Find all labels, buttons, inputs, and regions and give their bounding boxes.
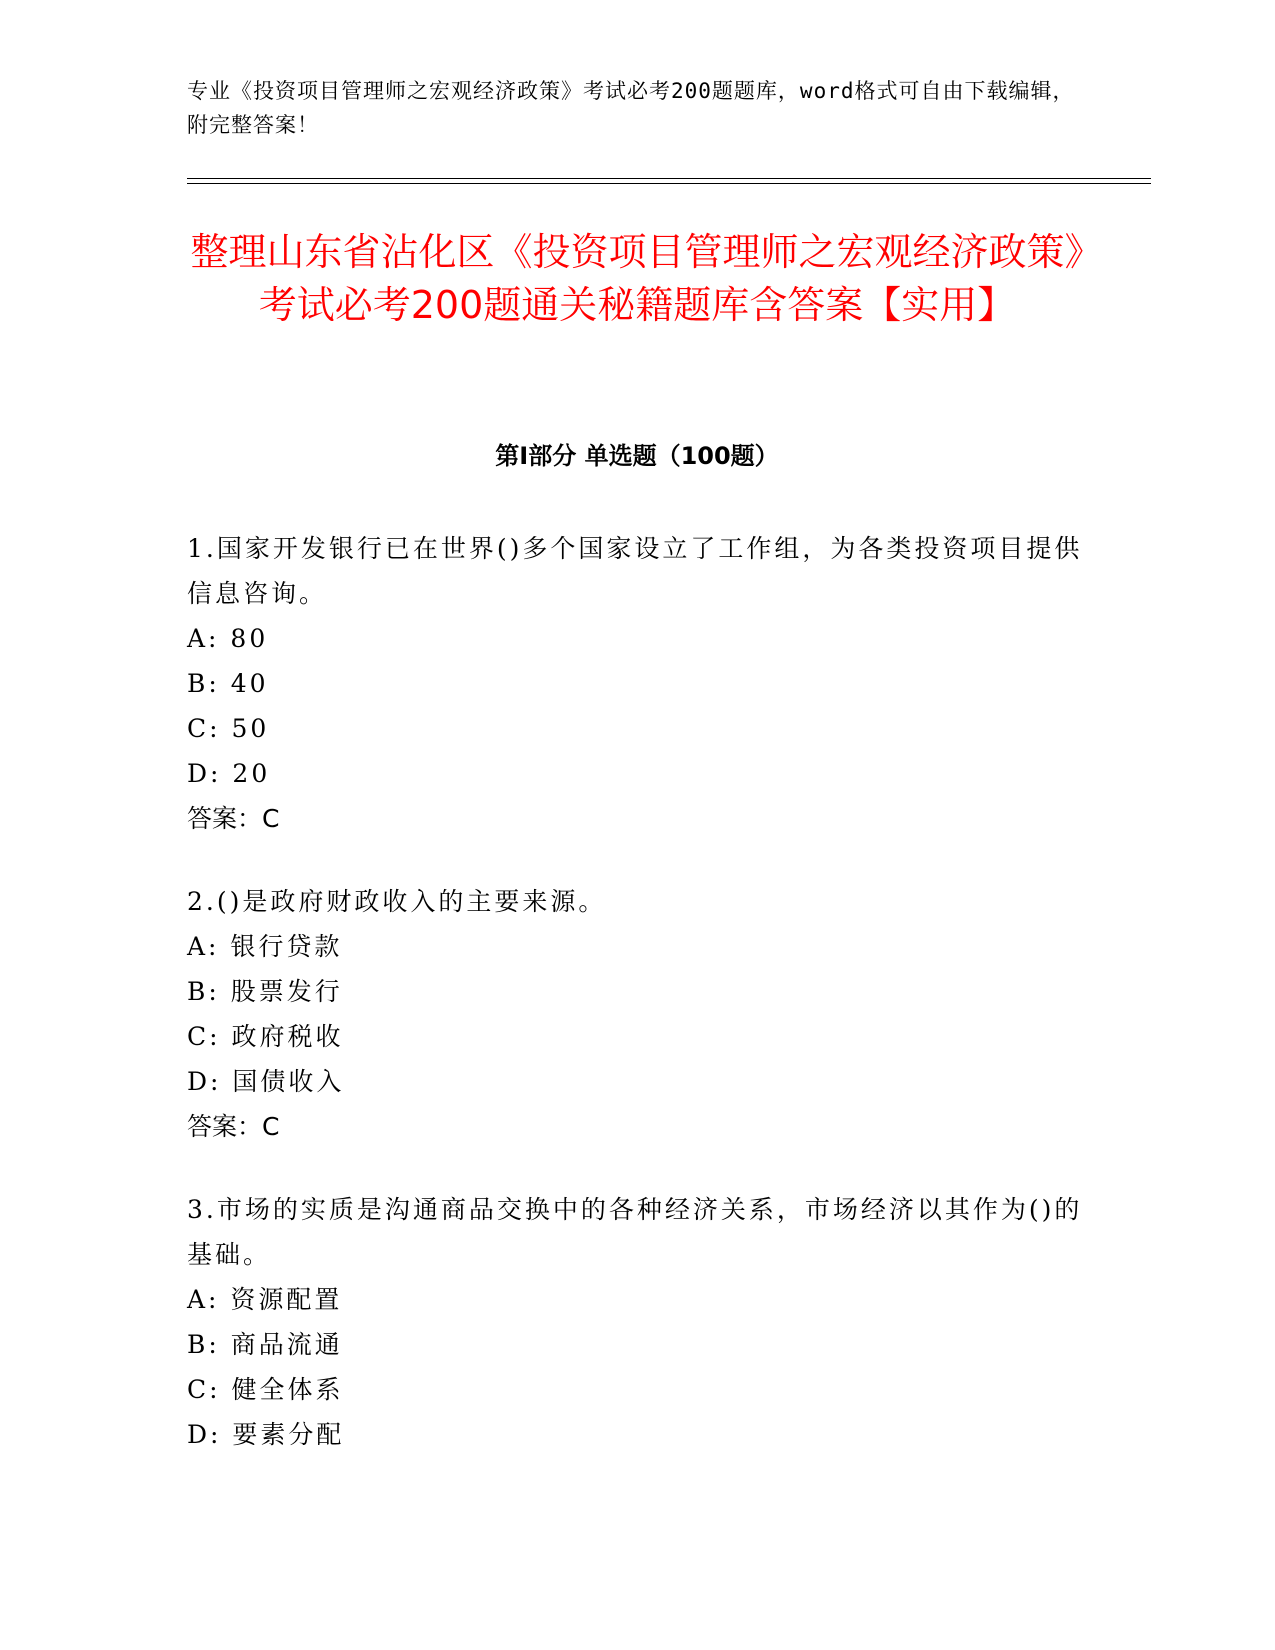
answer: 答案：C [187,804,280,833]
header-rule-bottom [187,183,1151,184]
option-d: D: 国债收入 [187,1067,345,1096]
option-b: B: 商品流通 [187,1330,343,1359]
answer: 答案：C [187,1112,280,1141]
document-title: 整理山东省沾化区《投资项目管理师之宏观经济政策》考试必考200题通关秘籍题库含答案【实用】 [190,230,1084,327]
question-1 [187,526,1087,841]
question-stem: 2.()是政府财政收入的主要来源。 [187,887,607,916]
header-rule-top [187,178,1151,179]
option-a: A: 资源配置 [187,1285,343,1314]
option-c: C: 50 [187,714,270,743]
question-3 [187,1187,1087,1457]
question-stem: 3.市场的实质是沟通商品交换中的各种经济关系，市场经济以其作为()的基础。 [187,1195,1083,1269]
option-c: C: 政府税收 [187,1022,344,1051]
option-b: B: 40 [187,669,269,698]
option-b: B: 股票发行 [187,977,343,1006]
question-list [187,526,1087,1495]
header-note: 专业《投资项目管理师之宏观经济政策》考试必考200题题库，word格式可自由下载编辑，附完整答案！ [187,79,1075,137]
option-c: C: 健全体系 [187,1375,344,1404]
option-d: D: 要素分配 [187,1420,345,1449]
question-2 [187,879,1087,1149]
question-stem: 1.国家开发银行已在世界()多个国家设立了工作组，为各类投资项目提供信息咨询。 [187,534,1083,608]
option-a: A: 银行贷款 [187,932,343,961]
option-d: D: 20 [187,759,271,788]
option-a: A: 80 [187,624,269,653]
section-heading: 第Ⅰ部分 单选题（100题） [495,442,779,470]
